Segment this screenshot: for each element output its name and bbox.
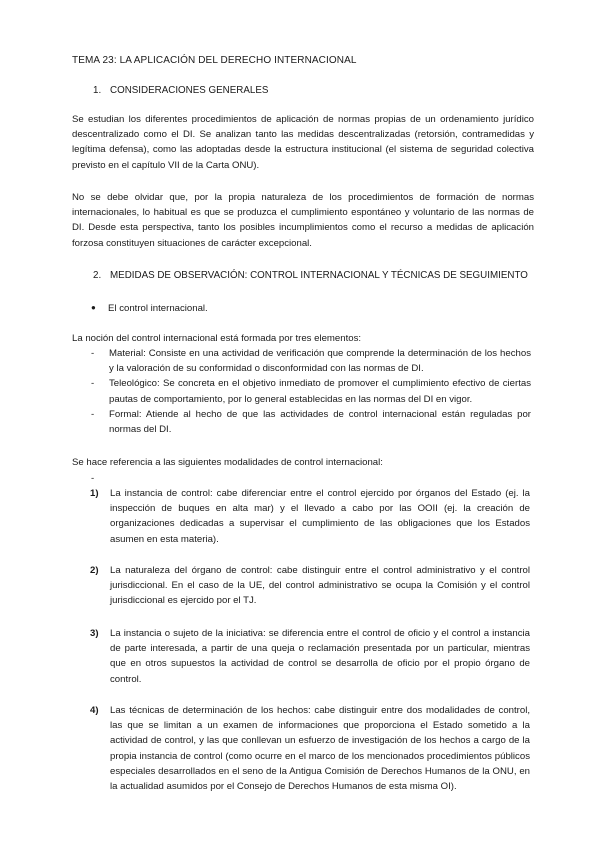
bullet-text: El control internacional. — [108, 303, 208, 314]
bullet-item — [91, 300, 208, 316]
section-2-heading-text: MEDIDAS DE OBSERVACIÓN: CONTROL INTERNACIONAL Y TÉCNICAS DE SEGUIMIENTO — [110, 270, 528, 281]
modality-text: La instancia o sujeto de la iniciativa: se diferencia entre el control de oficio y el control a instancia de parte interesada, a partir de una queja o reclamación presentada por un particular, mientras que en otros supuestos la actividad de control se desarrolla de oficio por el propio órgano de control. — [110, 628, 530, 685]
document-title: TEMA 23: LA APLICACIÓN DEL DERECHO INTERNACIONAL — [72, 55, 357, 66]
modality-number: 2) — [90, 565, 99, 576]
section-2-heading — [93, 268, 528, 283]
list-item — [91, 376, 531, 406]
modality-text: Las técnicas de determinación de los hechos: cabe distinguir entre dos modalidades de control, las que se limitan a un examen de informaciones que proporciona el Estado sometido a la actividad de control, y las que conllevan un esfuerzo de investigación de los hechos a cargo de la propia instancia de control (como ocurre en el marco de los mencionados procedimientos públicos especiales desarrollados en el seno de la Antigua Comisión de Derechos Humanos de la ONU, en la actualidad asumidos por el Consejo de Derechos Humanos de esta misma OI). — [110, 705, 530, 793]
section-1-heading — [93, 83, 268, 98]
modality-text: La naturaleza del órgano de control: cabe distinguir entre el control administrativo y el control jurisdiccional. En el caso de la UE, del control administrativo se ocupa la Comisión y el control jurisdiccional es ejercido por el TJ. — [110, 565, 530, 607]
modality-item-2 — [90, 563, 530, 609]
section-1-paragraph-2: No se debe olvidar que, por la propia naturaleza de los procedimientos de formación de normas internacionales, lo habitual es que se produzca el cumplimiento espontáneo y voluntario de las normas de DI. Desde esta perspectiva, tanto los posibles incumplimientos como el recurso a medidas de aplicación forzosa constituyen situaciones de carácter excepcional. — [72, 192, 534, 249]
elements-list — [91, 346, 531, 437]
elements-intro: La noción del control internacional está formada por tres elementos: — [72, 333, 362, 344]
modality-text: La instancia de control: cabe diferenciar entre el control ejercido por órganos del Estado (ej. la inspección de buques en alta mar) y el llevado a cabo por las OOII (ej. la creación de organizaciones dedicadas a supervisar el cumplimiento de las obligaciones que los Estados asumen en esta materia). — [110, 488, 530, 545]
lone-dash: - — [91, 473, 95, 484]
element-teleologico: Teleológico: Se concreta en el objetivo inmediato de promover el cumplimiento efectivo de ciertas pautas de comportamiento, por lo general establecidas en las normas del DI en vigor. — [109, 378, 531, 405]
modality-number: 3) — [90, 628, 99, 639]
modality-item-1 — [90, 486, 530, 547]
section-2-number: 2. — [93, 270, 102, 281]
element-formal: Formal: Atiende al hecho de que las actividades de control internacional están reguladas por normas del DI. — [109, 408, 531, 436]
list-item — [91, 346, 531, 376]
dash-marker: - — [91, 378, 95, 390]
section-1-paragraph-1: Se estudian los diferentes procedimientos de aplicación de normas propias de un ordenamiento jurídico descentralizado como el DI. Se analizan tanto las medidas descentralizadas (retorsión, contramedidas y legítima defensa), como las adoptadas desde la estructura institucional (el sistema de seguridad colectiva previsto en el capítulo VII de la Carta ONU). — [72, 114, 534, 171]
modality-number: 1) — [90, 488, 99, 499]
modality-item-3 — [90, 626, 530, 687]
section-1-heading-text: CONSIDERACIONES GENERALES — [110, 85, 269, 96]
modality-number: 4) — [90, 705, 99, 716]
element-material: Material: Consiste en una actividad de verificación que comprende la determinación de los hechos y la valoración de su conformidad o disconformidad con las normas de DI. — [109, 348, 531, 375]
bullet-dot-icon: ● — [91, 303, 96, 312]
modality-item-4 — [90, 703, 530, 794]
section-1-number: 1. — [93, 85, 102, 96]
list-item — [91, 407, 531, 437]
modalities-intro: Se hace referencia a las siguientes modalidades de control internacional: — [72, 457, 383, 468]
dash-marker: - — [91, 408, 95, 420]
dash-marker: - — [91, 348, 95, 359]
